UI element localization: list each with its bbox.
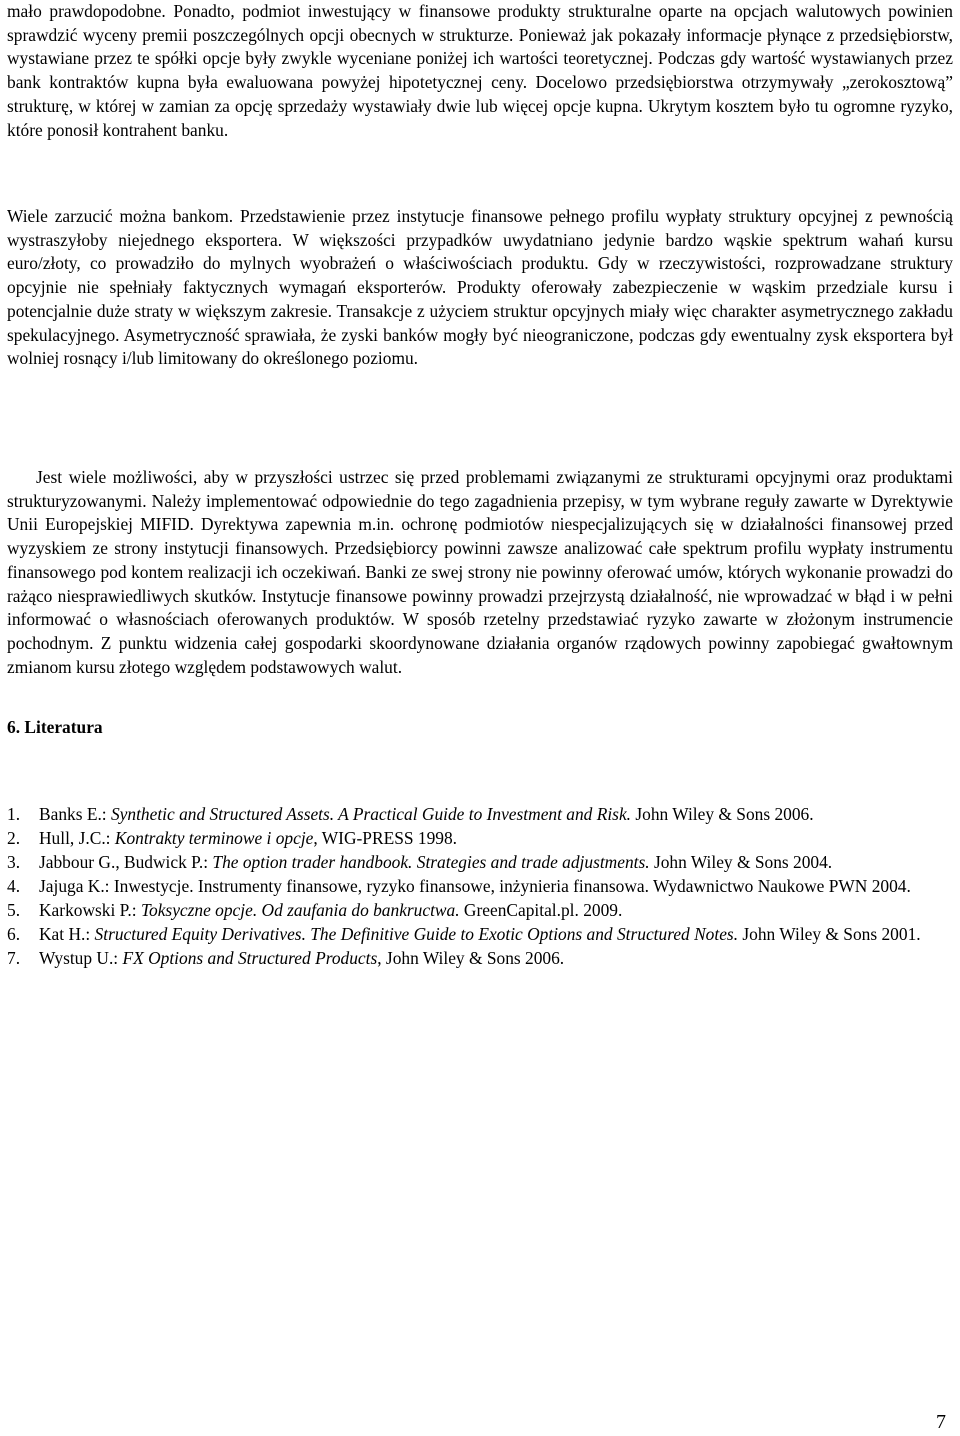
reference-title: Toksyczne opcje. Od zaufania do bankructwa. xyxy=(140,900,460,920)
paragraph-future xyxy=(7,466,953,679)
reference-publisher: John Wiley & Sons 2004. xyxy=(649,852,833,872)
reference-author: Wystup U.: xyxy=(39,948,123,968)
reference-author: Kat H.: xyxy=(39,924,95,944)
paragraph-banks xyxy=(7,205,953,371)
reference-author: Banks E.: xyxy=(39,804,111,824)
reference-publisher: , John Wiley & Sons 2006. xyxy=(377,948,565,968)
reference-number: 4. xyxy=(7,876,21,896)
reference-number: 1. xyxy=(7,804,21,824)
reference-publisher: John Wiley & Sons 2006. xyxy=(631,804,814,824)
reference-item xyxy=(7,826,953,850)
reference-number: 2. xyxy=(7,828,21,848)
reference-item xyxy=(7,874,953,898)
reference-publisher: John Wiley & Sons 2001. xyxy=(738,924,921,944)
reference-number: 6. xyxy=(7,924,21,944)
reference-title: The option trader handbook. Strategies and trade adjustments. xyxy=(212,852,650,872)
reference-item xyxy=(7,802,953,826)
reference-title: Structured Equity Derivatives. The Definitive Guide to Exotic Options and Structured Notes. xyxy=(94,924,739,944)
reference-author: Jajuga K.: xyxy=(39,876,114,896)
reference-publisher: Inwestycje. Instrumenty finansowe, ryzyko finansowe, inżynieria finansowa. Wydawnictwo Naukowe PWN 2004. xyxy=(113,876,911,896)
reference-author: Jabbour G., Budwick P.: xyxy=(39,852,213,872)
reference-title: FX Options and Structured Products xyxy=(122,948,378,968)
reference-item xyxy=(7,898,953,922)
reference-author: Karkowski P.: xyxy=(39,900,141,920)
reference-item xyxy=(7,922,953,946)
paragraph-future-text: Jest wiele możliwości, aby w przyszłości ustrzec się przed problemami związanymi ze strukturami opcyjnymi oraz produktami strukturyzowanymi. Należy implementować odpowiednie do tego zagadnienia przepisy, w tym wybrane reguły zawarte w Dyrektywie Unii Europejskiej MIFID. Dyrektywa zapewnia m.in. ochronę podmiotów niespecjalizujących się w działalności finansowej przed wyzyskiem ze strony instytucji finansowych. Przedsiębiorcy powinni zawsze analizować całe spektrum profilu wypłaty instrumentu finansowego pod kontem realizacji ich oczekiwań. Banki ze swej strony nie powinny oferować umów, których wykonanie prowadzi do rażąco niesprawiedliwych skutków. Instytucje finansowe powinny prowadzi przejrzystą działalność, nie wprowadzać w błąd i w pełni informować o własnościach oferowanych produktów. W sposób rzetelny przedstawiać ryzyko zawarte w złożonym instrumencie pochodnym. Z punktu widzenia całej gospodarki skoordynowane działania organów rządowych powinny zapobiegać gwałtownym zmianom kursu złotego względem podstawowych walut. xyxy=(7,467,953,677)
reference-number: 7. xyxy=(7,948,21,968)
reference-list xyxy=(7,802,953,970)
section-heading-literatura: 6. Literatura xyxy=(7,717,103,737)
paragraph-intro xyxy=(7,0,953,142)
paragraph-banks-text: Wiele zarzucić można bankom. Przedstawienie przez instytucje finansowe pełnego profilu wypłaty struktury opcyjnej z pewnością wystraszyłoby niejednego eksportera. W większości przypadków uwydatniano jedynie bardzo wąskie spektrum wahań kursu euro/złoty, co prowadziło do mylnych wyobrażeń o właściwościach produktu. Gdy w rzeczywistości, rozprowadzane struktury opcyjnie nie spełniały faktycznych wymagań eksporterów. Produkty oferowały zabezpieczenie w wąskim przedziale kursu i potencjalnie duże straty w większym zakresie. Transakcje z użyciem struktur opcyjnych miały więc charakter asymetrycznego zakładu spekulacyjnego. Asymetryczność sprawiała, że zyski banków mogły być nieograniczone, podczas gdy ewentualny zysk eksportera był wolniej rosnący i/lub limitowany do określonego poziomu. xyxy=(7,206,953,369)
reference-number: 3. xyxy=(7,852,21,872)
page-number: 7 xyxy=(936,1411,946,1433)
reference-publisher: GreenCapital.pl. 2009. xyxy=(459,900,623,920)
reference-author: Hull, J.C.: xyxy=(39,828,115,848)
reference-item xyxy=(7,946,953,970)
reference-number: 5. xyxy=(7,900,21,920)
reference-title: Synthetic and Structured Assets. A Practical Guide to Investment and Risk. xyxy=(110,804,632,824)
reference-publisher: , WIG-PRESS 1998. xyxy=(313,828,458,848)
reference-item xyxy=(7,850,953,874)
paragraph-intro-text: mało prawdopodobne. Ponadto, podmiot inwestujący w finansowe produkty strukturalne oparte na opcjach walutowych powinien sprawdzić wyceny premii poszczególnych opcji obecnych w strukturze. Ponieważ jak pokazały informacje płynące z przedsiębiorstw, wystawiane przez te spółki opcje były zwykle wyceniane poniżej ich wartości teoretycznej. Podczas gdy wartość wystawianych przez bank kontraktów kupna była ewaluowana powyżej hipotetycznej ceny. Docelowo przedsiębiorstwa otrzymywały „zerokosztową” strukturę, w której w zamian za opcję sprzedaży wystawiały dwie lub więcej opcje kupna. Ukrytym kosztem było tu ogromne ryzyko, które ponosił kontrahent banku. xyxy=(7,1,953,140)
reference-title: Kontrakty terminowe i opcje xyxy=(114,828,314,848)
